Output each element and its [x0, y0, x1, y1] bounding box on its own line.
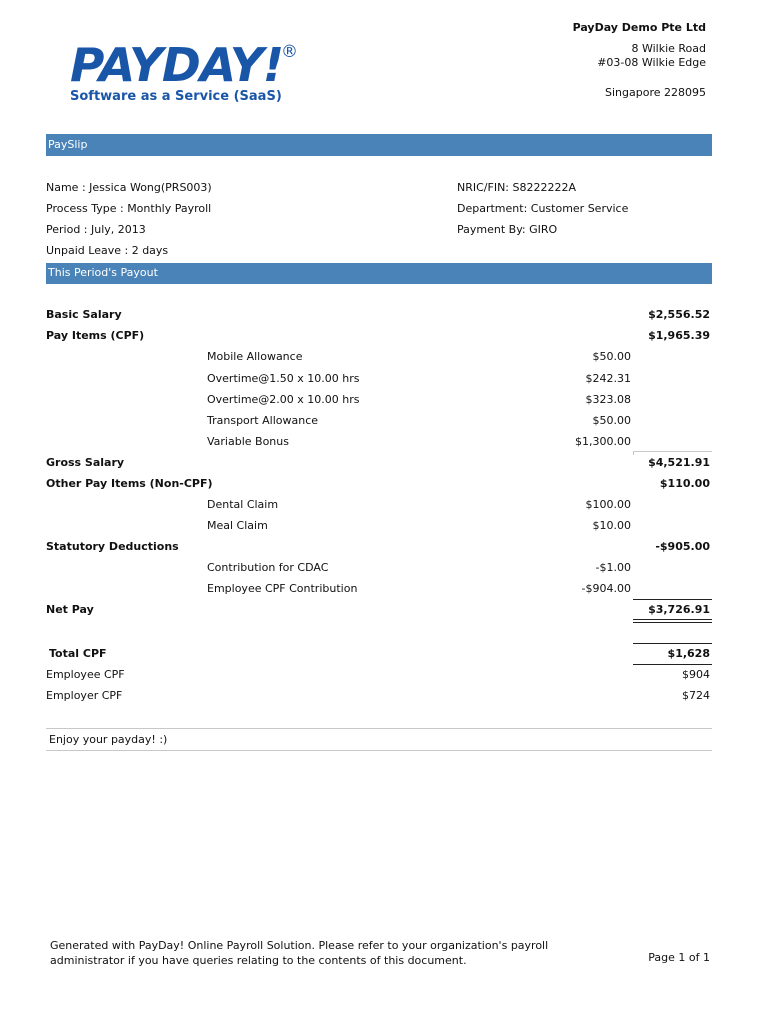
basic-salary-amount: $2,556.52: [648, 308, 710, 321]
deduction-item-label: Contribution for CDAC: [207, 561, 329, 574]
pay-items-cpf-label: Pay Items (CPF): [46, 329, 145, 342]
employer-cpf-amount: $724: [682, 689, 710, 702]
net-pay-amount: $3,726.91: [648, 603, 710, 616]
subtotal-rule-tick: [633, 451, 634, 455]
total-cpf-label: Total CPF: [49, 647, 107, 660]
pay-item-label: Mobile Allowance: [207, 350, 303, 363]
message-bottom-rule: [46, 750, 712, 751]
other-pay-items-amount: $110.00: [659, 477, 710, 490]
gross-salary-label: Gross Salary: [46, 456, 125, 469]
company-address-line1: 8 Wilkie Road: [631, 42, 706, 55]
gross-salary-amount: $4,521.91: [648, 456, 710, 469]
company-name: PayDay Demo Pte Ltd: [572, 21, 706, 34]
page-number: Page 1 of 1: [648, 951, 710, 964]
closing-message: Enjoy your payday! :): [49, 733, 168, 746]
employee-cpf-label: Employee CPF: [46, 668, 125, 681]
employee-cpf-amount: $904: [682, 668, 710, 681]
pay-item-amount: $50.00: [592, 350, 631, 363]
subtotal-rule: [633, 451, 712, 452]
net-pay-label: Net Pay: [46, 603, 94, 616]
basic-salary-label: Basic Salary: [46, 308, 122, 321]
deduction-item-amount: -$904.00: [581, 582, 631, 595]
logo-wordmark: PAYDAY!: [70, 38, 284, 92]
pay-item-label: Overtime@1.50 x 10.00 hrs: [207, 372, 360, 385]
message-top-rule: [46, 728, 712, 729]
pay-item-label: Transport Allowance: [207, 414, 319, 427]
company-address-line2: #03-08 Wilkie Edge: [597, 56, 706, 69]
nric-fin: NRIC/FIN: S8222222A: [457, 181, 577, 194]
net-pay-double-rule-1: [633, 619, 712, 620]
deduction-item-amount: -$1.00: [595, 561, 631, 574]
employer-cpf-label: Employer CPF: [46, 689, 123, 702]
total-cpf-top-rule: [633, 643, 712, 644]
payment-method: Payment By: GIRO: [457, 223, 558, 236]
total-cpf-amount: $1,628: [667, 647, 710, 660]
registered-mark: ®: [281, 42, 298, 62]
other-pay-items-label: Other Pay Items (Non-CPF): [46, 477, 213, 490]
pay-item-amount: $242.31: [585, 372, 631, 385]
net-pay-top-rule: [633, 599, 712, 600]
other-item-label: Dental Claim: [207, 498, 279, 511]
department: Department: Customer Service: [457, 202, 629, 215]
pay-item-label: Variable Bonus: [207, 435, 289, 448]
other-item-amount: $100.00: [585, 498, 631, 511]
other-item-label: Meal Claim: [207, 519, 268, 532]
pay-item-amount: $323.08: [585, 393, 631, 406]
process-type: Process Type : Monthly Payroll: [46, 202, 212, 215]
pay-period: Period : July, 2013: [46, 223, 146, 236]
footer-note-line2: administrator if you have queries relating to the contents of this document.: [50, 954, 467, 967]
payout-section-header: This Period's Payout: [46, 263, 712, 284]
logo-tagline: Software as a Service (SaaS): [70, 89, 282, 104]
pay-item-label: Overtime@2.00 x 10.00 hrs: [207, 393, 360, 406]
net-pay-double-rule-2: [633, 622, 712, 623]
statutory-deductions-amount: -$905.00: [655, 540, 710, 553]
other-item-amount: $10.00: [592, 519, 631, 532]
deduction-item-label: Employee CPF Contribution: [207, 582, 358, 595]
payslip-section-header: PaySlip: [46, 134, 712, 156]
statutory-deductions-label: Statutory Deductions: [46, 540, 179, 553]
pay-item-amount: $50.00: [592, 414, 631, 427]
pay-item-amount: $1,300.00: [575, 435, 631, 448]
company-address-line3: Singapore 228095: [605, 86, 706, 99]
employee-name: Name : Jessica Wong(PRS003): [46, 181, 212, 194]
footer-note-line1: Generated with PayDay! Online Payroll Solution. Please refer to your organization's payroll: [50, 939, 549, 952]
pay-items-cpf-amount: $1,965.39: [648, 329, 710, 342]
total-cpf-bottom-rule: [633, 664, 712, 665]
unpaid-leave: Unpaid Leave : 2 days: [46, 244, 169, 257]
